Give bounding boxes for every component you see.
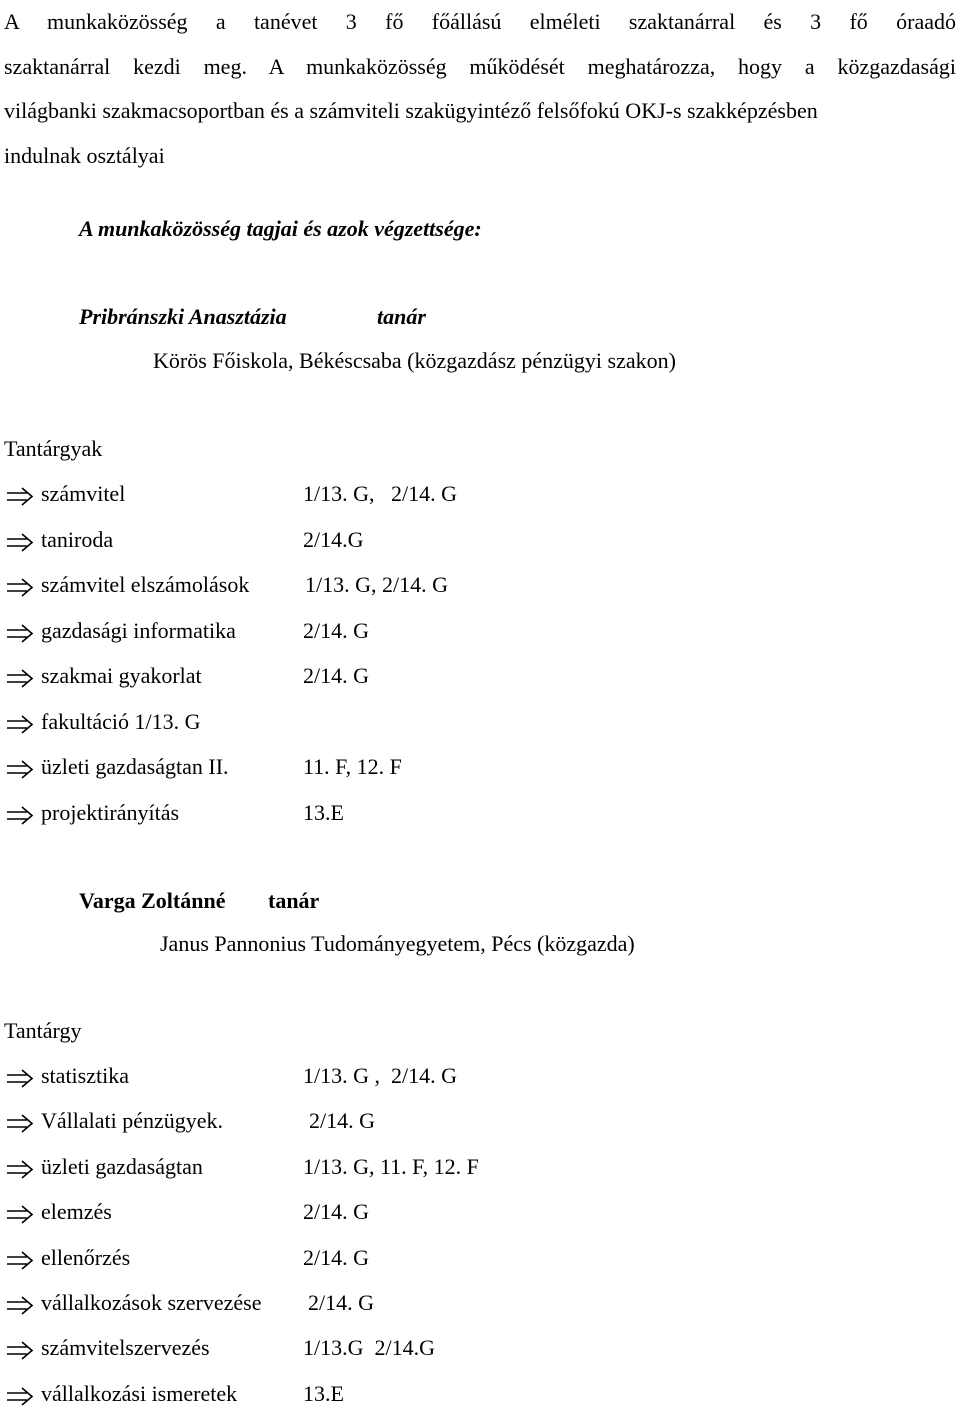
subject-classes: 1/13. G , 2/14. G [303, 1063, 457, 1088]
subject-classes: 13.E [303, 1380, 344, 1406]
teacher2-role: tanár [268, 888, 320, 913]
subject-name: üzleti gazdaságtan II. [41, 754, 229, 779]
double-right-arrow-icon [6, 1065, 34, 1091]
subject-classes: 1/13. G, 2/14. G [305, 572, 448, 597]
intro-line-3: világbanki szakmacsoportban és a számviteli szakügyintéző felsőfokú OKJ-s szakképzésben [4, 98, 818, 123]
teacher2-subjects-heading: Tantárgy [4, 1018, 82, 1043]
double-right-arrow-icon [6, 1247, 34, 1273]
subject-name: vállalkozások szervezése [41, 1290, 262, 1315]
subject-name: ellenőrzés [41, 1244, 131, 1270]
subject-classes: 2/14. G [303, 1199, 369, 1225]
double-right-arrow-icon [6, 665, 34, 691]
teacher1-subjects-heading: Tantárgyak [4, 436, 103, 461]
double-right-arrow-icon [6, 1110, 34, 1136]
subject-classes: 2/14. G [308, 1290, 374, 1315]
double-right-arrow-icon [6, 1201, 34, 1227]
intro-paragraph [4, 0, 956, 178]
teacher1-role: tanár [377, 304, 426, 329]
subject-classes: 1/13.G 2/14.G [303, 1335, 435, 1361]
subject-name: elemzés [41, 1199, 112, 1225]
intro-line-4: indulnak osztályai [4, 142, 165, 168]
intro-line-1: A munkaközösség a tanévet 3 fő főállású elméleti szaktanárral és 3 fő óraadó [4, 9, 956, 34]
subject-classes: 2/14.G [303, 526, 364, 552]
double-right-arrow-icon [6, 802, 34, 828]
double-right-arrow-icon [6, 483, 34, 509]
subject-classes: 2/14. G [303, 617, 369, 643]
subject-name: taniroda [41, 526, 114, 552]
subject-name: üzleti gazdaságtan [41, 1153, 203, 1179]
double-right-arrow-icon [6, 1337, 34, 1363]
subject-name: statisztika [41, 1063, 129, 1088]
subject-classes: 1/13. G, 2/14. G [303, 481, 457, 506]
subject-name: fakultáció 1/13. G [41, 708, 201, 734]
teacher2-name: Varga Zoltánné [79, 888, 226, 913]
double-right-arrow-icon [6, 620, 34, 646]
subject-name: számvitel [41, 481, 126, 506]
intro-line-2: szaktanárral kezdi meg. A munkaközösség működését meghatározza, hogy a közgazdasági [4, 53, 956, 79]
subject-name: szakmai gyakorlat [41, 663, 202, 688]
double-right-arrow-icon [6, 711, 34, 737]
teacher1-education: Körös Főiskola, Békéscsaba (közgazdász pénzügyi szakon) [153, 348, 676, 373]
double-right-arrow-icon [6, 574, 34, 600]
subject-name: számvitel elszámolások [41, 572, 250, 597]
subject-classes: 1/13. G, 11. F, 12. F [303, 1153, 479, 1179]
subject-name: vállalkozási ismeretek [41, 1380, 238, 1406]
subject-name: gazdasági informatika [41, 617, 236, 643]
subject-classes: 11. F, 12. F [303, 754, 402, 779]
double-right-arrow-icon [6, 756, 34, 782]
subject-name: számvitelszervezés [41, 1335, 210, 1361]
subject-classes: 13.E [303, 799, 344, 825]
subject-classes: 2/14. G [309, 1108, 375, 1134]
subject-classes: 2/14. G [303, 663, 369, 688]
subject-name: Vállalati pénzügyek. [41, 1108, 224, 1134]
double-right-arrow-icon [6, 1292, 34, 1318]
teacher2-education: Janus Pannonius Tudományegyetem, Pécs (közgazda) [160, 931, 635, 956]
teacher1-name: Pribránszki Anasztázia [79, 304, 287, 329]
subject-classes: 2/14. G [303, 1244, 369, 1270]
double-right-arrow-icon [6, 1383, 34, 1409]
double-right-arrow-icon [6, 529, 34, 555]
double-right-arrow-icon [6, 1156, 34, 1182]
members-heading: A munkaközösség tagjai és azok végzettsége: [79, 216, 482, 241]
subject-name: projektirányítás [41, 799, 180, 825]
